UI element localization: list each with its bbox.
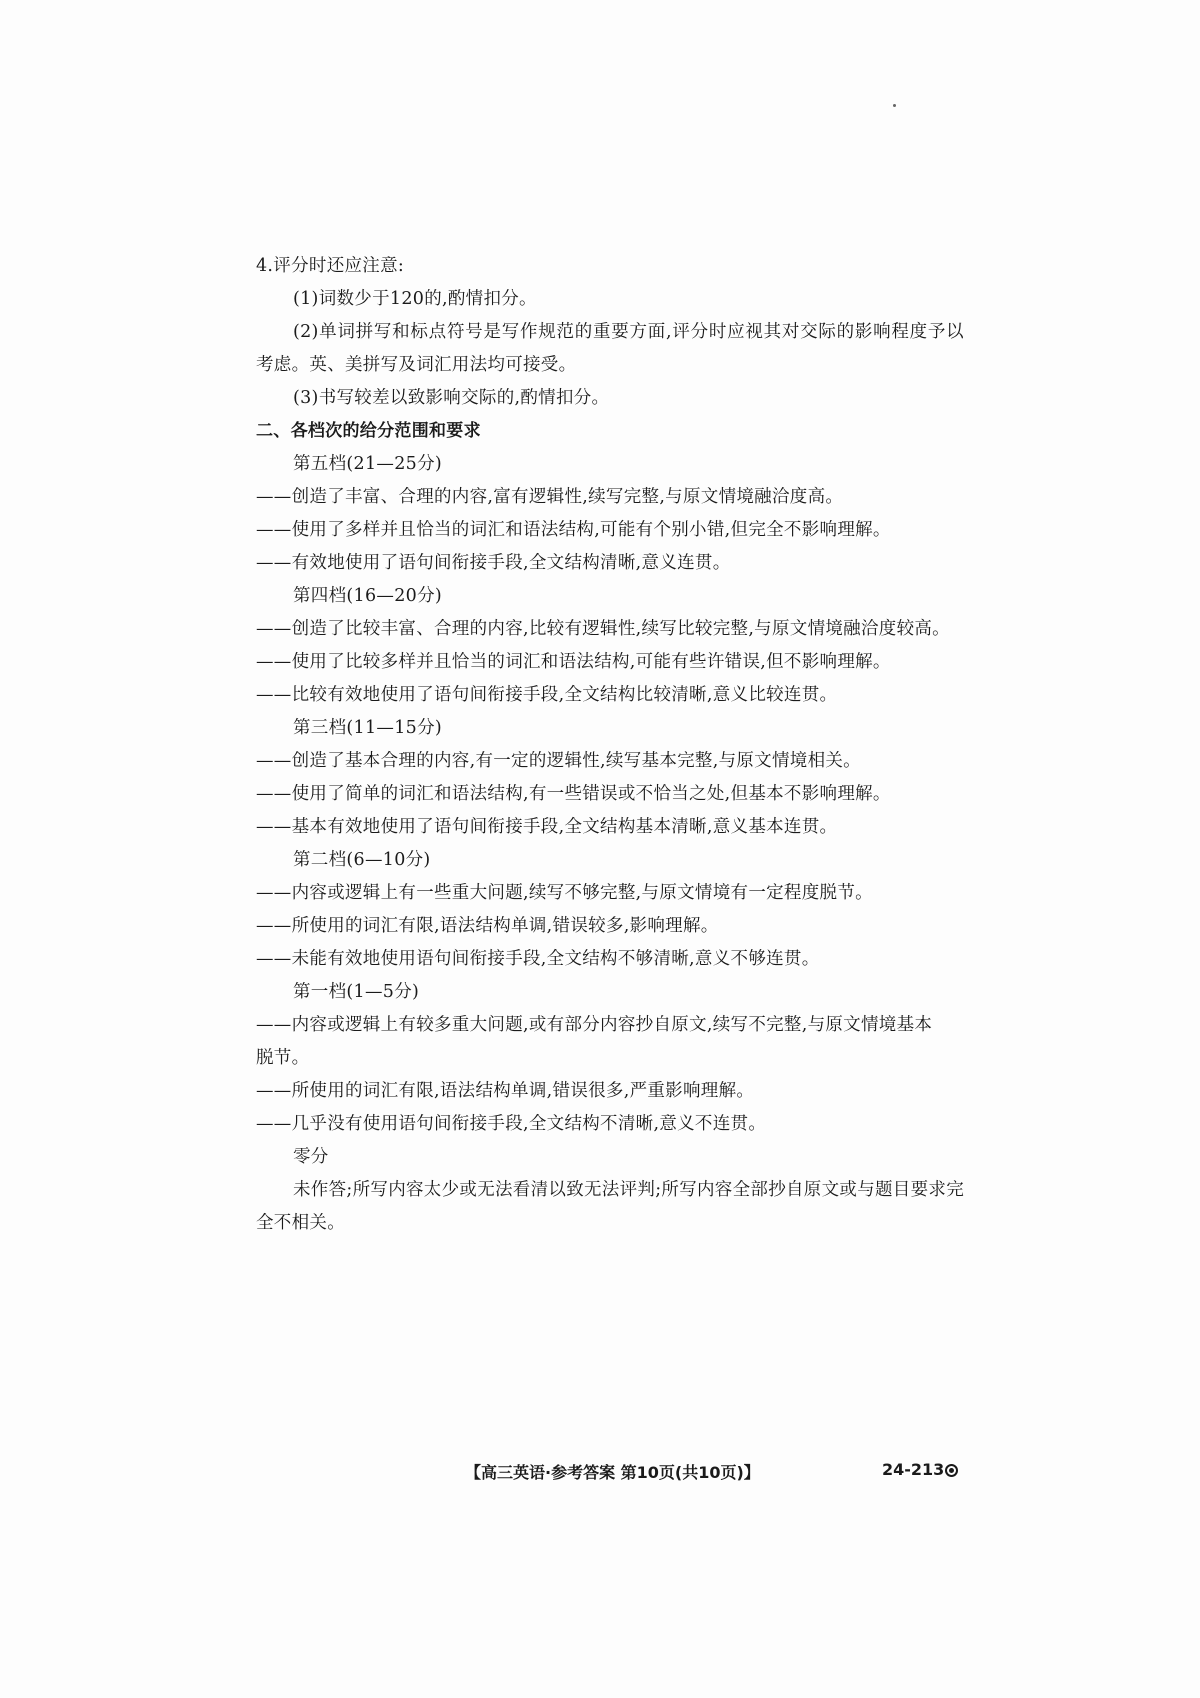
level-title: 第四档(16—20分) <box>293 586 442 606</box>
page-footer: 【高三英语·参考答案 第10页(共10页)】 <box>465 1463 760 1482</box>
section-heading: 二、各档次的给分范围和要求 <box>256 421 481 441</box>
note-item-2: (2)单词拼写和标点符号是写作规范的重要方面,评分时应视其对交际的影响程度予以考虑。英、美拼写及词汇用法均可接受。 <box>256 322 964 375</box>
level-title: 第五档(21—25分) <box>293 454 442 474</box>
level-criterion: ——所使用的词汇有限,语法结构单调,错误很多,严重影响理解。 <box>256 1081 755 1101</box>
level-criterion: ——比较有效地使用了语句间衔接手段,全文结构比较清晰,意义比较连贯。 <box>256 685 838 705</box>
level-criterion: ——有效地使用了语句间衔接手段,全文结构清晰,意义连贯。 <box>256 553 731 573</box>
level-criterion: ——未能有效地使用语句间衔接手段,全文结构不够清晰,意义不够连贯。 <box>256 949 820 969</box>
level-title: 第三档(11—15分) <box>293 718 442 738</box>
level-criterion: ——基本有效地使用了语句间衔接手段,全文结构基本清晰,意义基本连贯。 <box>256 817 838 837</box>
level-criterion: ——创造了基本合理的内容,有一定的逻辑性,续写基本完整,与原文情境相关。 <box>256 751 861 771</box>
zero-text-line-2: 全不相关。 <box>256 1213 345 1233</box>
level-criterion: ——使用了简单的词汇和语法结构,有一些错误或不恰当之处,但基本不影响理解。 <box>256 784 891 804</box>
level-criterion: ——使用了比较多样并且恰当的词汇和语法结构,可能有些许错误,但不影响理解。 <box>256 652 891 672</box>
note-item-1: (1)词数少于120的,酌情扣分。 <box>293 289 537 309</box>
note-item-3: (3)书写较差以致影响交际的,酌情扣分。 <box>293 388 610 408</box>
zero-title: 零分 <box>293 1147 329 1167</box>
level-criterion: ——所使用的词汇有限,语法结构单调,错误较多,影响理解。 <box>256 916 719 936</box>
level-criterion: ——几乎没有使用语句间衔接手段,全文结构不清晰,意义不连贯。 <box>256 1114 767 1134</box>
document-code-text: 24-213 <box>882 1460 945 1479</box>
document-code <box>882 1460 958 1479</box>
level-title: 第二档(6—10分) <box>293 850 431 870</box>
level-criterion: ——内容或逻辑上有一些重大问题,续写不够完整,与原文情境有一定程度脱节。 <box>256 883 873 903</box>
target-circle-icon <box>945 1464 958 1477</box>
level-title: 第一档(1—5分) <box>293 982 420 1002</box>
zero-text-line-1: 未作答;所写内容太少或无法看清以致无法评判;所写内容全部抄自原文或与题目要求完 <box>293 1180 964 1200</box>
document-body <box>256 250 964 1240</box>
notes-title: 4.评分时还应注意: <box>256 256 405 276</box>
level-criterion-wrap: 脱节。 <box>256 1048 310 1068</box>
level-criterion: ——创造了比较丰富、合理的内容,比较有逻辑性,续写比较完整,与原文情境融洽度较高。 <box>256 619 950 639</box>
level-criterion: ——内容或逻辑上有较多重大问题,或有部分内容抄自原文,续写不完整,与原文情境基本 <box>256 1015 933 1035</box>
level-criterion: ——使用了多样并且恰当的词汇和语法结构,可能有个别小错,但完全不影响理解。 <box>256 520 891 540</box>
level-criterion: ——创造了丰富、合理的内容,富有逻辑性,续写完整,与原文情境融洽度高。 <box>256 487 844 507</box>
scan-speck <box>893 104 896 107</box>
